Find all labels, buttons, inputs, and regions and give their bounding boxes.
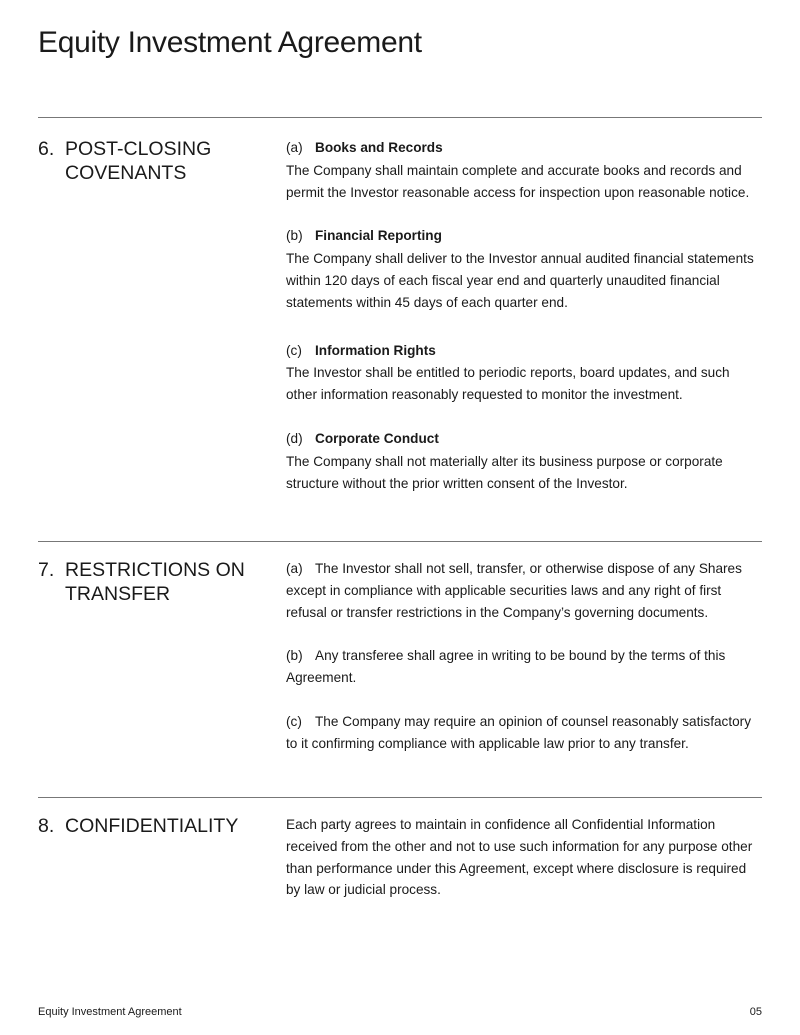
- section-body: [286, 814, 764, 901]
- clause: [286, 711, 764, 755]
- section-number: 6.: [38, 138, 55, 160]
- clause: [286, 645, 764, 689]
- clause-title: Books and Records: [315, 140, 443, 155]
- clause-heading: [286, 428, 764, 450]
- divider: [38, 541, 762, 542]
- clause-text: Any transferee shall agree in writing to be bound by the terms of this Agreement.: [286, 648, 726, 686]
- clause-text: The Company shall deliver to the Investor annual audited financial statements within 120 days of each fiscal year end and quarterly unaudited financial statements within 45 days of each quarter end.: [286, 251, 754, 310]
- clause: [286, 340, 764, 406]
- clause: [286, 137, 764, 203]
- clause-heading: [286, 225, 764, 247]
- clause-title: Information Rights: [315, 342, 436, 358]
- clause: [286, 428, 764, 494]
- section-title: POST-CLOSING COVENANTS: [65, 138, 212, 184]
- section-body: [286, 137, 764, 516]
- clause-text: The Investor shall be entitled to periodic reports, board updates, and such other information reasonably requested to monitor the investment.: [286, 365, 730, 403]
- clause-heading: [286, 340, 764, 362]
- clause-label: (c): [286, 713, 302, 729]
- clause-text: The Company shall not materially alter its business purpose or corporate structure without the prior written consent of the Investor.: [286, 453, 723, 491]
- divider: [38, 117, 762, 118]
- clause-label: (d): [286, 430, 303, 446]
- page-number: 05: [749, 1006, 762, 1018]
- clause-label: (c): [286, 342, 302, 358]
- clause-text: The Company may require an opinion of counsel reasonably satisfactory to it confirming compliance with applicable law prior to any transfer.: [286, 713, 751, 751]
- section-body: [286, 558, 764, 777]
- clause-title: Corporate Conduct: [315, 430, 439, 446]
- footer-title: Equity Investment Agreement: [38, 1006, 182, 1018]
- section-heading: [38, 814, 278, 838]
- clause-text: The Investor shall not sell, transfer, or otherwise dispose of any Shares except in compliance with applicable securities laws and any right of first refusal or transfer restrictions in the Company’s governing documents.: [286, 561, 742, 620]
- clause-text: The Company shall maintain complete and accurate books and records and permit the Investor reasonable access for inspection upon reasonable notice.: [286, 162, 750, 200]
- section-heading: [38, 558, 268, 606]
- section-number: 7.: [38, 559, 55, 581]
- section-title: CONFIDENTIALITY: [65, 815, 239, 837]
- section-heading: [38, 137, 268, 185]
- section-number: 8.: [38, 815, 55, 837]
- clause-label: (a): [286, 561, 303, 576]
- section-text: Each party agrees to maintain in confidence all Confidential Information received from the other and not to use such information for any purpose other than performance under this Agreement, except where disclosure is required by law or judicial process.: [286, 817, 753, 898]
- clause-label: (a): [286, 140, 303, 155]
- clause-heading: [286, 137, 764, 159]
- clause-label: (b): [286, 648, 303, 664]
- document-title: Equity Investment Agreement: [38, 26, 422, 59]
- divider: [38, 797, 762, 798]
- clause: [286, 558, 764, 623]
- clause: [286, 225, 764, 313]
- section-title: RESTRICTIONS ON TRANSFER: [65, 559, 245, 605]
- clause-label: (b): [286, 228, 303, 244]
- clause-title: Financial Reporting: [315, 228, 442, 244]
